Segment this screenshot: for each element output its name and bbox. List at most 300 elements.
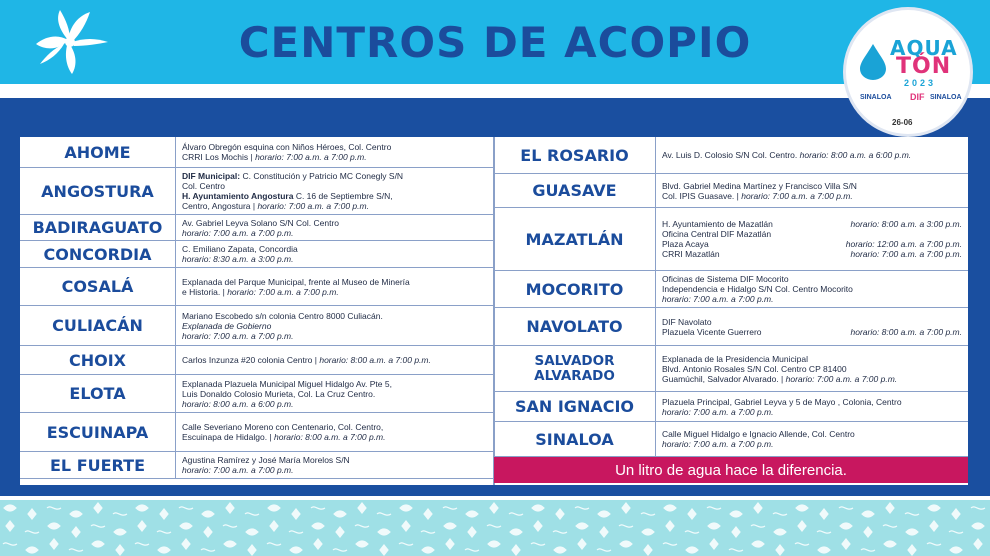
address-text <box>182 218 339 228</box>
pattern-ornament <box>886 503 894 513</box>
address-plain: Guamúchil, Salvador Alvarado. | <box>662 373 786 384</box>
address-plain: Calle Miguel Hidalgo e Ignacio Allende, Col. Centro <box>662 429 855 439</box>
pattern-ornament <box>754 503 762 513</box>
pattern-ornament <box>707 507 721 509</box>
center-row <box>494 174 968 208</box>
address-text <box>182 181 225 191</box>
municipality-name: EL FUERTE <box>20 452 176 478</box>
pattern-ornament <box>642 529 654 535</box>
address-line <box>662 397 962 407</box>
pattern-ornament <box>69 549 83 551</box>
pattern-ornament <box>600 527 608 537</box>
hours-text: horario: 7:00 a.m. a 7:00 p.m. <box>257 201 369 211</box>
pattern-ornament <box>312 523 324 529</box>
municipality-name: SAN IGNACIO <box>494 392 656 421</box>
pattern-ornament <box>796 505 808 511</box>
hours-text: horario: 8:00 a.m. a 3:00 p.m. <box>850 219 962 229</box>
center-row <box>20 346 494 375</box>
address-plain: CRRI Mazatlán <box>662 249 720 259</box>
address-line <box>662 219 962 229</box>
pattern-ornament <box>204 527 212 537</box>
pattern-ornament <box>576 523 588 529</box>
municipality-name: CONCORDIA <box>20 241 176 267</box>
hours-text: horario: 7:00 a.m. a 7:00 p.m. <box>662 406 774 417</box>
address-line <box>662 364 962 374</box>
pattern-ornament <box>776 545 784 555</box>
center-row <box>20 413 494 452</box>
pattern-ornament <box>686 547 698 553</box>
address-line <box>182 244 488 254</box>
pattern-ornament <box>289 531 303 533</box>
pattern-ornament <box>72 527 80 537</box>
pattern-ornament <box>25 531 39 533</box>
municipality-name: ELOTA <box>20 375 176 412</box>
municipality-name: CULIACÁN <box>20 306 176 345</box>
address-line <box>182 311 488 321</box>
pattern-ornament <box>465 549 479 551</box>
address-plain: C. 16 de Septiembre S/N, <box>293 191 393 201</box>
address-plain: Col. IPIS Guasave. | <box>662 190 742 201</box>
address-text <box>182 244 298 254</box>
hours-text: horario: 7:00 a.m. a 7:00 p.m. <box>227 286 339 297</box>
address-plain: Blvd. Gabriel Medina Martínez y Francisco Villa S/N <box>662 180 857 191</box>
address-line <box>182 191 488 201</box>
center-row <box>20 215 494 241</box>
municipality-name: MAZATLÁN <box>494 208 656 270</box>
address-text <box>182 455 350 465</box>
hours-text: horario: 7:00 a.m. a 7:00 p.m. <box>182 227 294 238</box>
pattern-ornament <box>490 503 498 513</box>
address-line <box>182 432 488 442</box>
pattern-ornament <box>949 531 963 533</box>
page-title: CENTROS DE ACOPIO <box>238 18 752 67</box>
address-bold: DIF Municipal: <box>182 171 241 181</box>
pattern-ornament <box>246 529 258 535</box>
center-row <box>20 268 494 306</box>
centers-table <box>20 137 968 485</box>
pattern-ornament <box>290 547 302 553</box>
pattern-ornament <box>91 525 105 527</box>
center-row <box>494 208 968 271</box>
center-address <box>176 137 494 167</box>
pattern-ornament <box>138 521 146 531</box>
address-text <box>662 364 847 374</box>
address-text <box>662 439 774 449</box>
pattern-ornament <box>116 545 124 555</box>
address-text <box>662 284 853 294</box>
address-text <box>182 142 391 152</box>
municipality-name: EL ROSARIO <box>494 137 656 173</box>
center-row <box>20 168 494 215</box>
pattern-ornament <box>444 523 456 529</box>
address-text <box>182 228 294 238</box>
address-line <box>662 150 962 160</box>
logo-ton-text: TÓN <box>896 54 952 79</box>
address-line <box>182 379 488 389</box>
logo-dif: DIF <box>910 92 925 102</box>
hours-text: horario: 7:00 a.m. a 7:00 p.m. <box>662 439 774 449</box>
pattern-ornament <box>70 511 82 517</box>
address-text <box>662 181 857 191</box>
address-text <box>182 311 383 321</box>
pattern-ornament <box>202 511 214 517</box>
municipality-name: AHOME <box>20 137 176 167</box>
pattern-ornament <box>424 509 432 519</box>
center-row <box>494 308 968 346</box>
address-bold: H. Ayuntamiento Angostura <box>182 191 294 201</box>
address-text <box>182 465 294 475</box>
municipality-name: COSALÁ <box>20 268 176 305</box>
address-plain: Blvd. Antonio Rosales S/N Col. Centro CP 81400 <box>662 363 847 374</box>
address-text <box>182 355 431 365</box>
pattern-ornament <box>597 549 611 551</box>
pattern-ornament <box>908 545 916 555</box>
pattern-ornament <box>201 549 215 551</box>
center-row <box>20 241 494 268</box>
address-text <box>662 397 902 407</box>
pattern-ornament <box>972 523 984 529</box>
address-plain: Plazuela Principal, Gabriel Leyva y 5 de Mayo , Colonia, Centro <box>662 396 902 407</box>
pattern-ornament <box>157 531 171 533</box>
address-line <box>662 274 962 284</box>
pattern-ornament <box>884 541 896 547</box>
pattern-ornament <box>553 531 567 533</box>
pattern-ornament <box>135 543 149 545</box>
pattern-ornament <box>531 543 545 545</box>
address-line <box>182 171 488 181</box>
logo-sinaloa-left: SINALOA <box>860 94 892 101</box>
hours-text: Explanada de Gobierno <box>182 320 272 331</box>
center-address <box>656 308 968 345</box>
address-text <box>662 191 853 201</box>
pattern-ornament <box>378 529 390 535</box>
pattern-ornament <box>267 543 281 545</box>
center-address <box>656 174 968 207</box>
address-plain: Plazuela Vicente Guerrero <box>662 326 762 337</box>
center-address <box>656 271 968 307</box>
pattern-ornament <box>663 543 677 545</box>
pattern-ornament <box>729 549 743 551</box>
center-address <box>656 208 968 270</box>
center-row <box>494 346 968 392</box>
pattern-ornament <box>488 541 500 547</box>
municipality-name: ESCUINAPA <box>20 413 176 451</box>
address-text <box>662 219 773 229</box>
pattern-ornament <box>336 527 344 537</box>
center-row <box>494 422 968 457</box>
pattern-ornament <box>575 507 589 509</box>
center-address <box>176 215 494 240</box>
address-text <box>182 389 375 399</box>
address-line <box>182 142 488 152</box>
pattern-ornament <box>532 505 544 511</box>
address-line <box>182 254 488 264</box>
hours-text: horario: 8:00 a.m. a 6:00 p.m. <box>799 150 912 160</box>
pattern-ornament <box>578 539 586 549</box>
pattern-ornament <box>774 529 786 535</box>
pattern-ornament <box>840 523 852 529</box>
pattern-ornament <box>226 503 234 513</box>
pattern-ornament <box>817 531 831 533</box>
address-line <box>662 294 962 304</box>
center-address <box>656 137 968 173</box>
address-line <box>662 317 962 327</box>
address-text <box>662 294 774 304</box>
address-text <box>182 287 339 297</box>
pattern-ornament <box>422 547 434 553</box>
center-address <box>656 392 968 421</box>
center-row <box>20 452 494 479</box>
pattern-ornament <box>842 539 850 549</box>
pattern-ornament <box>534 521 542 531</box>
address-line <box>182 465 488 475</box>
address-text <box>662 239 709 249</box>
center-row <box>494 137 968 174</box>
hours-text: horario: 7:00 a.m. a 7:00 p.m. <box>255 152 367 162</box>
address-plain: C. Constitución y Patricio MC Conegly S/N <box>240 171 404 181</box>
address-plain: Centro, Angostura | <box>182 201 258 211</box>
hours-text: horario: 8:00 a.m. a 7:00 p.m. <box>319 355 431 365</box>
logo-sinaloa-right: SINALOA <box>930 94 962 101</box>
aquaton-logo <box>846 10 970 134</box>
pattern-ornament <box>180 523 192 529</box>
hours-text: horario: 8:00 a.m. a 6:00 p.m. <box>182 398 294 409</box>
pattern-ornament <box>751 525 765 527</box>
address-plain: Av. Luis D. Colosio S/N Col. Centro. <box>662 150 800 160</box>
center-address <box>176 375 494 412</box>
pattern-ornament <box>28 509 36 519</box>
address-text <box>182 254 294 264</box>
address-line <box>182 422 488 432</box>
pattern-ornament <box>818 547 830 553</box>
address-line <box>662 284 962 294</box>
water-drop-icon <box>858 42 888 80</box>
address-line <box>182 201 488 211</box>
pattern-ornament <box>509 513 523 515</box>
address-line <box>182 181 488 191</box>
address-plain: C. Emiliano Zapata, Concordia <box>182 244 298 254</box>
pattern-ornament <box>928 505 940 511</box>
address-plain: Oficina Central DIF Mazatlán <box>662 229 772 239</box>
municipality-name: GUASAVE <box>494 174 656 207</box>
address-plain: H. Ayuntamiento de Mazatlán <box>662 219 773 229</box>
pattern-ornament <box>466 511 478 517</box>
municipality-name: CHOIX <box>20 346 176 374</box>
pattern-ornament <box>158 547 170 553</box>
address-line <box>182 218 488 228</box>
pattern-ornament <box>641 513 655 515</box>
address-plain: Luis Donaldo Colosio Murieta, Col. La Cruz Centro. <box>182 388 376 399</box>
pattern-ornament <box>644 545 652 555</box>
address-plain: e Historia. | <box>182 286 228 297</box>
address-text <box>662 249 720 259</box>
pattern-ornament <box>974 539 982 549</box>
address-text <box>662 317 712 327</box>
hours-text: horario: 7:00 a.m. a 7:00 p.m. <box>785 373 898 384</box>
pattern-ornament <box>862 511 874 517</box>
address-line <box>662 374 962 384</box>
address-text <box>182 422 383 432</box>
address-line <box>182 152 488 162</box>
pattern-ornament <box>182 539 190 549</box>
address-line <box>182 331 488 341</box>
address-plain: Explanada del Parque Municipal, frente al Museo de Minería <box>182 276 410 287</box>
pattern-ornament <box>598 511 610 517</box>
address-line <box>662 327 962 337</box>
pattern-ornament <box>47 507 61 509</box>
pattern-ornament <box>92 541 104 547</box>
pattern-ornament <box>314 539 322 549</box>
pattern-ornament <box>377 513 391 515</box>
pattern-ornament <box>927 543 941 545</box>
address-line <box>182 399 488 409</box>
address-line <box>182 277 488 287</box>
pattern-ornament <box>248 545 256 555</box>
pattern-ornament <box>421 531 435 533</box>
address-line <box>182 228 488 238</box>
pattern-ornament <box>136 505 148 511</box>
address-text <box>182 432 386 442</box>
center-address <box>176 413 494 451</box>
address-line <box>182 355 488 365</box>
pattern-ornament <box>930 521 938 531</box>
header-divider <box>0 84 990 98</box>
logo-year: 2023 <box>904 78 937 88</box>
pattern-ornament <box>355 525 369 527</box>
address-text <box>182 191 393 201</box>
hours-text: horario: 7:00 a.m. a 7:00 p.m. <box>662 294 774 304</box>
pattern-ornament <box>556 509 564 519</box>
address-plain: Independencia e Hidalgo S/N Col. Centro Mocorito <box>662 284 853 294</box>
pattern-ornament <box>292 509 300 519</box>
address-text <box>662 429 855 439</box>
center-address <box>176 241 494 267</box>
pattern-ornament <box>773 513 787 515</box>
municipality-name: BADIRAGUATO <box>20 215 176 240</box>
address-plain: Carlos Inzunza #20 colonia Centro | <box>182 355 320 365</box>
header <box>0 0 990 96</box>
center-address <box>656 346 968 391</box>
pattern-ornament <box>268 505 280 511</box>
pattern-graphic <box>0 500 990 556</box>
pattern-ornament <box>6 521 14 531</box>
pattern-ornament <box>554 547 566 553</box>
pattern-ornament <box>883 525 897 527</box>
logo-aqua-text: AQUA <box>890 36 958 60</box>
pattern-ornament <box>179 507 193 509</box>
address-plain: Col. Centro <box>182 181 225 191</box>
pattern-ornament <box>114 529 126 535</box>
address-text <box>662 374 897 384</box>
address-plain: CRRI Los Mochis | <box>182 152 256 162</box>
municipality-name: NAVOLATO <box>494 308 656 345</box>
pattern-ornament <box>468 527 476 537</box>
pattern-ornament <box>664 505 676 511</box>
pattern-ornament <box>688 509 696 519</box>
address-line <box>662 181 962 191</box>
pattern-ornament <box>487 525 501 527</box>
hours-text: horario: 7:00 a.m. a 7:00 p.m. <box>182 330 294 341</box>
address-plain: Explanada Plazuela Municipal Miguel Hidalgo Av. Pte 5, <box>182 378 392 389</box>
logo-date: 26-06 <box>892 118 913 127</box>
pattern-ornament <box>510 529 522 535</box>
address-line <box>182 389 488 399</box>
pattern-ornament <box>708 523 720 529</box>
pattern-ornament <box>3 543 17 545</box>
pattern-ornament <box>113 513 127 515</box>
pattern-ornament <box>952 509 960 519</box>
address-line <box>182 321 488 331</box>
address-text <box>182 171 403 181</box>
pattern-ornament <box>160 509 168 519</box>
address-plain: Calle Severiano Moreno con Centenario, Col. Centro, <box>182 422 384 432</box>
pattern-ornament <box>223 525 237 527</box>
pattern-ornament <box>50 539 58 549</box>
pattern-ornament <box>245 513 259 515</box>
decorative-pattern <box>0 500 990 556</box>
address-line <box>662 191 962 201</box>
pattern-ornament <box>905 513 919 515</box>
pattern-ornament <box>399 543 413 545</box>
address-text <box>662 354 808 364</box>
municipality-name: ANGOSTURA <box>20 168 176 214</box>
pattern-ornament <box>666 521 674 531</box>
address-line <box>182 455 488 465</box>
center-row <box>494 392 968 422</box>
pattern-ornament <box>333 549 347 551</box>
pattern-ornament <box>795 543 809 545</box>
pattern-ornament <box>443 507 457 509</box>
address-text <box>182 277 410 287</box>
municipality-name: MOCORITO <box>494 271 656 307</box>
address-text <box>182 399 294 409</box>
center-address <box>176 168 494 214</box>
hours-text: horario: 12:00 a.m. a 7:00 p.m. <box>845 239 962 249</box>
address-line <box>662 439 962 449</box>
pattern-ornament <box>861 549 875 551</box>
pattern-ornament <box>839 507 853 509</box>
address-text <box>662 229 771 239</box>
center-address <box>176 268 494 305</box>
pattern-ornament <box>4 505 16 511</box>
address-line <box>662 354 962 364</box>
hours-text: horario: 8:00 a.m. a 7:00 p.m. <box>274 432 386 442</box>
pattern-ornament <box>730 511 742 517</box>
pattern-ornament <box>619 525 633 527</box>
pattern-ornament <box>732 527 740 537</box>
pattern-ornament <box>311 507 325 509</box>
municipality-name: SALVADOR ALVARADO <box>494 346 656 391</box>
address-text <box>182 331 294 341</box>
pattern-ornament <box>358 503 366 513</box>
address-line <box>662 407 962 417</box>
slogan-banner: Un litro de agua hace la diferencia. <box>494 457 968 483</box>
address-plain: Plaza Acaya <box>662 239 709 249</box>
address-text <box>182 201 369 211</box>
pattern-ornament <box>620 541 632 547</box>
address-plain: Av. Gabriel Leyva Solano S/N Col. Centro <box>182 217 340 228</box>
hours-text: horario: 7:00 a.m. a 7:00 p.m. <box>850 249 962 259</box>
pattern-ornament <box>400 505 412 511</box>
center-row <box>20 306 494 346</box>
address-text <box>182 379 392 389</box>
pattern-ornament <box>820 509 828 519</box>
pattern-ornament <box>334 511 346 517</box>
pattern-ornament <box>48 523 60 529</box>
address-line <box>662 239 962 249</box>
pattern-ornament <box>270 521 278 531</box>
address-text <box>662 327 762 337</box>
